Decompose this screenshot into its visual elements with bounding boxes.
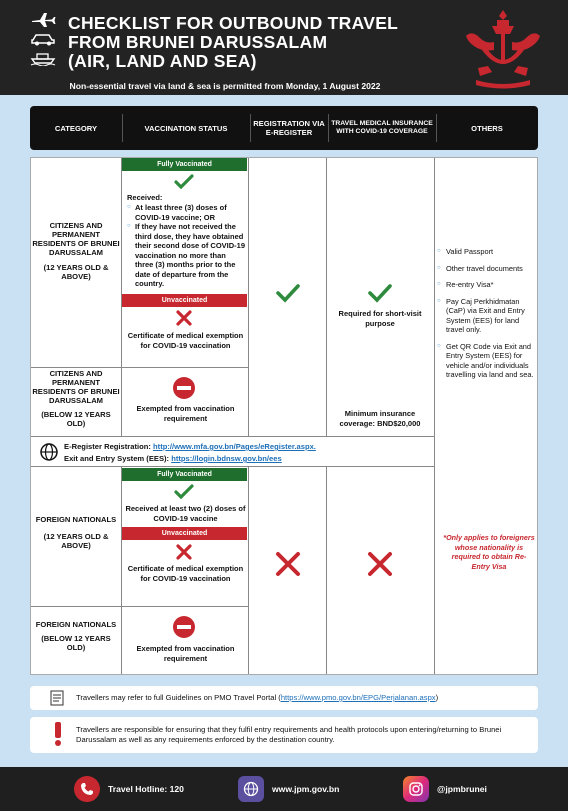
eregister-label: E-Register Registration: bbox=[64, 442, 154, 451]
guidelines-text bbox=[76, 693, 438, 702]
guidelines-close: ) bbox=[435, 693, 439, 702]
table-header bbox=[30, 106, 538, 150]
checklist-table bbox=[30, 157, 538, 675]
responsibility-note bbox=[30, 717, 538, 753]
fully-vaccinated-badge: Fully Vaccinated bbox=[122, 158, 247, 171]
age-label: (12 YEARS OLD & ABOVE) bbox=[43, 263, 109, 281]
title-line-3: (AIR, LAND AND SEA) bbox=[68, 51, 257, 71]
age-label: (12 YEARS OLD & ABOVE) bbox=[43, 532, 109, 550]
category-citizens-adult bbox=[31, 221, 121, 281]
airplane-icon bbox=[30, 12, 56, 28]
insurance-required-text: Required for short-visit purpose bbox=[338, 309, 422, 328]
website-text: www.jpm.gov.bn bbox=[272, 784, 340, 794]
phone-icon bbox=[74, 776, 100, 802]
list-item: ○ Re-entry Visa* bbox=[437, 280, 537, 290]
vaccine-bullet-2 bbox=[127, 222, 246, 289]
list-item: ○ Get QR Code via Exit and Entry System (EES) for vehicle and/or individuals travelling via land and sea. bbox=[437, 342, 537, 380]
cross-icon bbox=[367, 551, 393, 577]
age-label: (BELOW 12 YEARS OLD) bbox=[41, 634, 111, 652]
checklist-panel bbox=[0, 95, 568, 767]
eregister-info bbox=[31, 436, 434, 467]
header-others: OTHERS bbox=[471, 123, 503, 133]
exemption-certificate-text: Certificate of medical exemption for COVID-19 vaccination bbox=[127, 331, 244, 350]
header-category: CATEGORY bbox=[54, 123, 98, 133]
header-registration: REGISTRATION VIA E-REGISTER bbox=[253, 119, 325, 137]
instagram-link[interactable] bbox=[403, 775, 487, 803]
brunei-crest-icon bbox=[458, 6, 548, 90]
category-foreign-adult bbox=[31, 515, 121, 550]
insurance-minimum-text: Minimum insurance coverage: BND$20,000 bbox=[339, 409, 421, 428]
category-citizens-child bbox=[31, 369, 121, 428]
no-entry-icon bbox=[172, 376, 196, 400]
fully-vaccinated-badge: Fully Vaccinated bbox=[122, 468, 247, 481]
list-item: ○ Valid Passport bbox=[437, 247, 537, 257]
age-label: (BELOW 12 YEARS OLD) bbox=[41, 410, 111, 428]
unvaccinated-badge: Unvaccinated bbox=[122, 527, 247, 540]
header-vaccination: VACCINATION STATUS bbox=[144, 123, 228, 133]
vaccine-bullet-1 bbox=[127, 203, 246, 222]
unvaccinated-badge: Unvaccinated bbox=[122, 294, 247, 307]
cross-icon bbox=[275, 551, 301, 577]
reentry-visa-note: *Only applies to foreigners whose nationality is required to obtain Re-Entry Visa bbox=[443, 533, 535, 571]
category-label: CITIZENS AND PERMANENT RESIDENTS OF BRUNEI DARUSSALAM bbox=[32, 369, 120, 405]
eregister-line bbox=[64, 442, 316, 451]
title-line-2: FROM BRUNEI DARUSSALAM bbox=[68, 32, 328, 52]
ees-link[interactable]: https://login.bdnsw.gov.bn/ees bbox=[171, 454, 282, 463]
page-title bbox=[68, 14, 398, 71]
guidelines-note bbox=[30, 686, 538, 710]
ship-icon bbox=[30, 50, 56, 66]
title-line-1: CHECKLIST FOR OUTBOUND TRAVEL bbox=[68, 13, 399, 33]
footer bbox=[0, 767, 568, 811]
bullet-icon: ○ bbox=[127, 223, 131, 229]
vaccinated-text: Received at least two (2) doses of COVID-19 vaccine bbox=[125, 504, 246, 523]
transport-icons bbox=[30, 12, 60, 70]
exempted-text: Exempted from vaccination requirement bbox=[136, 404, 235, 423]
website-link[interactable] bbox=[238, 775, 339, 803]
pmo-travel-portal-link[interactable]: https://www.pmo.gov.bn/EPG/Perjalanan.aspx bbox=[280, 693, 436, 702]
ees-label: Exit and Entry System (EES): bbox=[64, 454, 172, 463]
list-item: ○ Other travel documents bbox=[437, 264, 537, 274]
travel-hotline[interactable] bbox=[74, 775, 184, 803]
received-label: Received: bbox=[127, 193, 163, 202]
bullet-icon: ○ bbox=[127, 204, 131, 210]
check-icon bbox=[276, 283, 300, 303]
category-label: FOREIGN NATIONALS bbox=[35, 620, 117, 629]
guidelines-label: Travellers may refer to full Guidelines on PMO Travel Portal ( bbox=[76, 693, 281, 702]
www-icon bbox=[238, 776, 264, 802]
bullet-text: At least three (3) doses of COVID-19 vaccine; OR bbox=[135, 203, 227, 222]
document-icon bbox=[50, 690, 64, 706]
header bbox=[0, 0, 568, 95]
category-label: CITIZENS AND PERMANENT RESIDENTS OF BRUNEI DARUSSALAM bbox=[32, 221, 120, 257]
check-icon bbox=[174, 484, 194, 500]
hotline-text: Travel Hotline: 120 bbox=[108, 784, 184, 794]
cross-icon bbox=[176, 310, 192, 326]
exemption-certificate-text: Certificate of medical exemption for COVID-19 vaccination bbox=[127, 564, 244, 583]
bullet-text: If they have not received the third dose, they have obtained their second dose of COVID-19 vaccination no more than three (3) months prior to the date of departure from the country. bbox=[135, 222, 246, 288]
category-foreign-child bbox=[31, 620, 121, 652]
instagram-text: @jpmbrunei bbox=[437, 784, 487, 794]
others-list bbox=[437, 247, 537, 387]
check-icon bbox=[174, 174, 194, 190]
header-insurance: TRAVEL MEDICAL INSURANCE WITH COVID-19 COVERAGE bbox=[331, 120, 433, 135]
page-subtitle: Non-essential travel via land & sea is permitted from Monday, 1 August 2022 bbox=[69, 81, 381, 91]
category-label: FOREIGN NATIONALS bbox=[35, 515, 117, 524]
ees-line bbox=[64, 454, 282, 463]
list-item: ○ Pay Caj Perkhidmatan (CaP) via Exit and Entry System (EES) for land travel only. bbox=[437, 297, 537, 335]
no-entry-icon bbox=[172, 615, 196, 639]
eregister-link[interactable]: http://www.mfa.gov.bn/Pages/eRegister.aspx. bbox=[153, 442, 316, 451]
exclamation-icon bbox=[54, 721, 62, 747]
car-icon bbox=[30, 32, 56, 46]
globe-icon bbox=[40, 443, 58, 461]
instagram-icon bbox=[403, 776, 429, 802]
cross-icon bbox=[176, 544, 192, 560]
exempted-text: Exempted from vaccination requirement bbox=[136, 644, 235, 663]
check-icon bbox=[368, 283, 392, 303]
responsibility-text: Travellers are responsible for ensuring that they fulfil entry requirements and health protocols upon entering/returning to Brunei Darussalam as well as any requirements enforced by the destination country. bbox=[76, 725, 502, 744]
